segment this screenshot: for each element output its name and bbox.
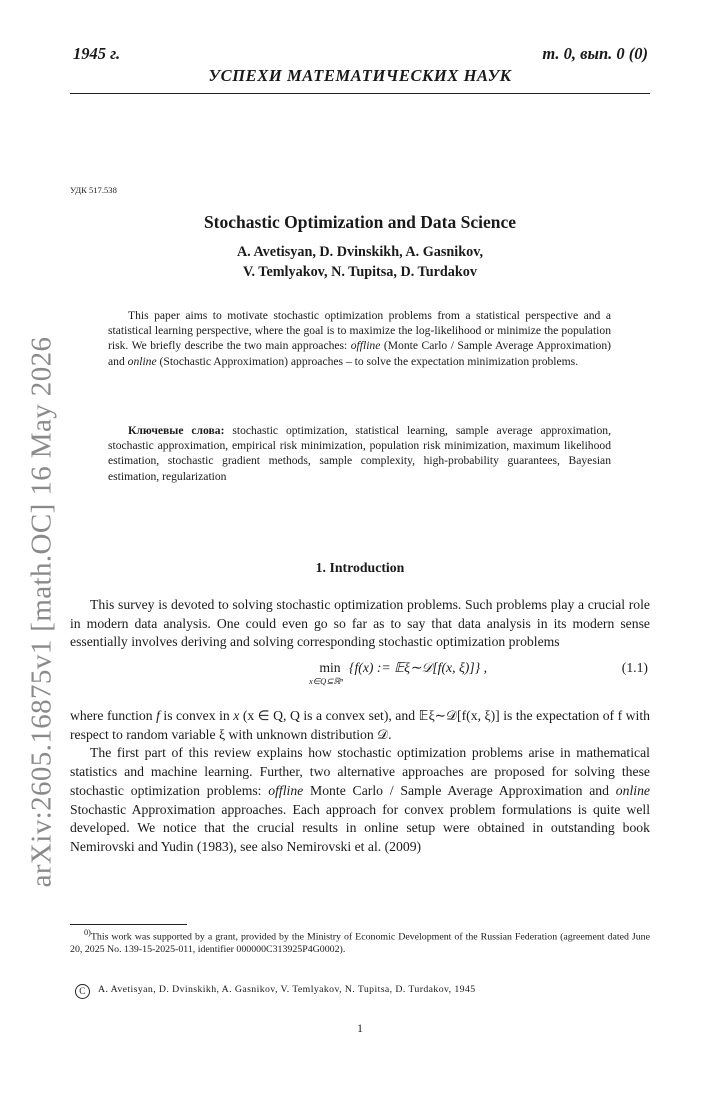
after-eq-part-3: (x ∈ Q, Q is a convex set), and 𝔼ξ∼𝒟[f(x, ξ)] is the expectation of f with respect to random variable ξ with unknown distribution 𝒟.: [70, 708, 650, 742]
paper-title: Stochastic Optimization and Data Science: [203, 212, 517, 232]
intro-p2-part-a: The first part of this review explains how stochastic optimization problems arise in mathematical statistics and machine learning. Further, two alternative approaches are proposed for solving these stochastic optimization problems:: [70, 745, 650, 798]
intro-p2-text: [70, 744, 650, 856]
footnote-text: This work was supported by a grant, provided by the Ministry of Economic Development of the Russian Federation (agreement dated June 20, 2025 No. 139-15-2025-011, identifier 000000C313925P4G0002).: [70, 931, 650, 955]
udk-code: УДК 517.538: [70, 185, 117, 195]
author-line-1: A. Avetisyan, D. Dvinskikh, A. Gasnikov,: [236, 244, 484, 260]
equation-number: (1.1): [621, 660, 648, 675]
author-line-2: V. Temlyakov, N. Tupitsa, D. Turdakov: [243, 264, 477, 280]
equation-subscript: x∈Q⊆ℝⁿ: [309, 676, 343, 686]
abstract-part-2: (Monte Carlo / Sample Average Approximation) and: [108, 339, 611, 368]
keywords-text: stochastic optimization, statistical learning, sample average approximation, stochastic approximation, empirical risk minimization, population risk minimization, maximum likelihood estimation, stochastic gradient methods, sample complexity, high-probability guarantees, Bayesian estimation, regularization: [108, 424, 611, 483]
intro-p2-part-c: Stochastic Approximation approaches. Each approach for convex problem formulations is quite well developed. We notice that the crucial results in online setup were obtained in outstanding book Nemirovski and Yudin (1983), see also Nemirovski et al. (2009): [70, 801, 650, 854]
keywords: [108, 423, 611, 484]
page-number: 1: [357, 1023, 363, 1035]
intro-after-equation: [70, 707, 650, 857]
intro-paragraph-1: [70, 596, 650, 652]
copyright-line: [70, 984, 650, 999]
abstract: [108, 308, 611, 369]
after-eq-x: x: [233, 708, 240, 723]
equation-1-1: [70, 660, 650, 694]
equation-min: min: [319, 660, 341, 675]
footnote: [70, 927, 650, 956]
abstract-text: [108, 308, 611, 369]
intro-p2-offline: offline: [268, 782, 304, 798]
abstract-part-3: (Stochastic Approximation) approaches – to solve the expectation minimization problems.: [156, 354, 579, 368]
after-eq-f: f: [156, 708, 160, 723]
arxiv-stamp-text: arXiv:2605.16875v1 [math.OC] 16 May 2026: [25, 336, 58, 888]
abstract-online: online: [127, 354, 157, 368]
journal-name: УСПЕХИ МАТЕМАТИЧЕСКИХ НАУК: [208, 66, 512, 85]
keywords-label: Ключевые слова:: [128, 424, 225, 437]
intro-p2-online: online: [615, 782, 650, 798]
after-eq-part-1: where function: [70, 708, 157, 723]
after-equation-text: [70, 707, 650, 744]
abstract-offline: offline: [350, 339, 381, 353]
copyright-icon: C: [75, 984, 90, 999]
author-list: [70, 242, 650, 282]
section-title: 1. Introduction: [315, 560, 405, 575]
header-rule: [70, 93, 650, 94]
copyright-text: A. Avetisyan, D. Dvinskikh, A. Gasnikov, V. Temlyakov, N. Tupitsa, D. Turdakov, 1945: [98, 984, 476, 995]
after-eq-part-2: is convex in: [159, 708, 234, 723]
abstract-part-1: This paper aims to motivate stochastic optimization problems from a statistical perspective and a statistical learning perspective, where the goal is to maximize the log-likelihood or minimize the population risk. We briefly describe the two main approaches:: [108, 309, 611, 353]
running-header: [70, 44, 650, 66]
header-volume: т. 0, вып. 0 (0): [542, 44, 648, 63]
intro-p1-text: This survey is devoted to solving stochastic optimization problems. Such problems play a crucial role in modern data analysis. One could even go so far as to say that data analysis in its modern sense essentially involves deriving and solving corresponding stochastic optimization problems: [70, 597, 650, 650]
header-year: 1945 г.: [73, 44, 121, 63]
footnote-marker: 0): [84, 928, 91, 937]
equation-expression: {f(x) := 𝔼ξ∼𝒟[f(x, ξ)]} ,: [349, 660, 488, 675]
intro-p2-part-b: Monte Carlo / Sample Average Approximation and: [303, 782, 616, 798]
footnote-rule: [70, 924, 187, 925]
